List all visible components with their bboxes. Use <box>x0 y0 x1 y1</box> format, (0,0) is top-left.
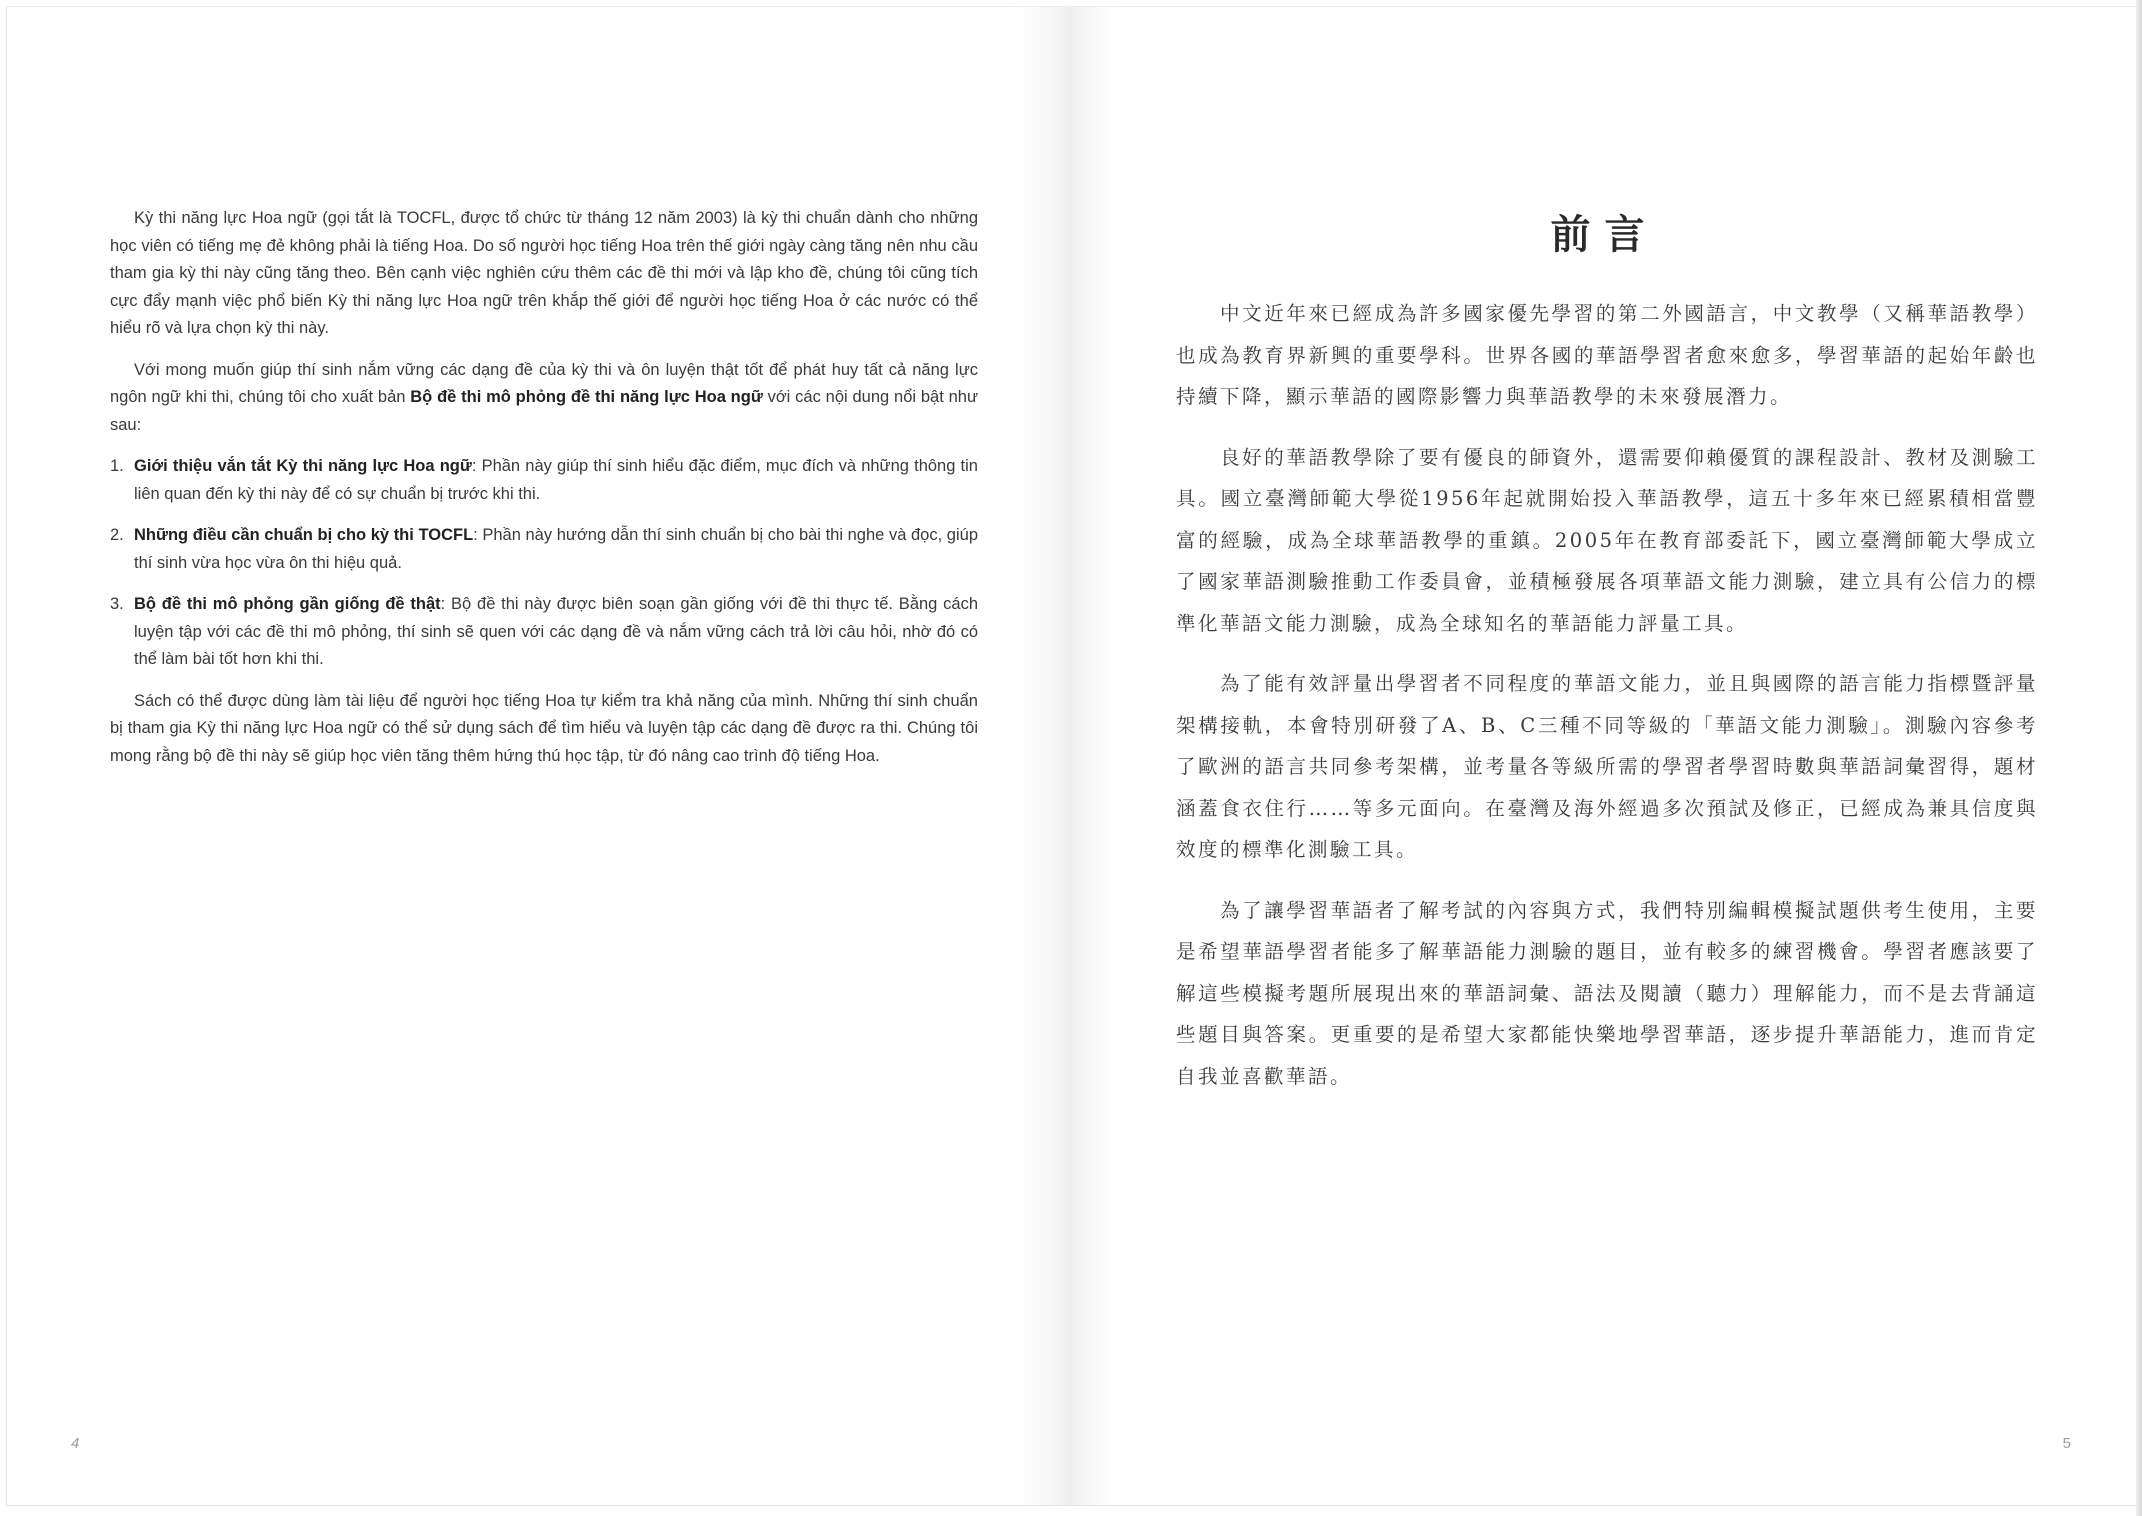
preface-paragraph: 為了能有效評量出學習者不同程度的華語文能力，並且與國際的語言能力指標暨評量架構接軌，本會特別研發了A、B、C三種不同等級的「華語文能力測驗」。測驗內容參考了歐洲的語言共同參考架構，並考量各等級所需的學習者學習時數與華語詞彙習得，題材涵蓋食衣住行……等多元面向。在臺灣及海外經過多次預試及修正，已經成為兼具信度與效度的標準化測驗工具。 <box>1176 672 2038 861</box>
book-edge <box>2136 0 2142 1516</box>
purpose-paragraph <box>110 357 978 440</box>
list-item-text: : Phần này giúp thí sinh hiểu đặc điểm, mục đích và những thông tin liên quan đến kỳ thi này để có sự chuẩn bị trước khi thi. <box>134 457 978 503</box>
gutter-shadow <box>1012 7 1072 1505</box>
purpose-text-after: với các nội dung nổi bật như sau: <box>110 388 978 434</box>
preface-paragraph: 為了讓學習華語者了解考試的內容與方式，我們特別編輯模擬試題供考生使用，主要是希望華語學習者能多了解華語能力測驗的題目，並有較多的練習機會。學習者應該要了解這些模擬考題所展現出來的華語詞彙、語法及閱讀（聽力）理解能力，而不是去背誦這些題目與答案。更重要的是希望大家都能快樂地學習華語，逐步提升華語能力，進而肯定自我並喜歡華語。 <box>1176 898 2038 1088</box>
feature-list <box>110 453 978 674</box>
list-item <box>110 591 978 674</box>
page-number-right: 5 <box>2062 1435 2071 1452</box>
right-page <box>1072 6 2138 1506</box>
list-item-number: 3. <box>110 595 124 613</box>
intro-paragraph: Kỳ thi năng lực Hoa ngữ (gọi tắt là TOCFL, được tổ chức từ tháng 12 năm 2003) là kỳ thi chuẩn dành cho những học viên có tiếng mẹ đẻ không phải là tiếng Hoa. Do số người học tiếng Hoa trên thế giới ngày càng tăng nên nhu cầu tham gia kỳ thi này cũng tăng theo. Bên cạnh việc nghiên cứu thêm các đề thi mới và lập kho đề, chúng tôi cũng tích cực đẩy mạnh việc phổ biến Kỳ thi năng lực Hoa ngữ trên khắp thế giới để người học tiếng Hoa ở các nước có thể hiểu rõ và lựa chọn kỳ thi này. <box>110 209 978 337</box>
preface-title: 前言 <box>1550 211 1659 258</box>
list-item-text: : Bộ đề thi này được biên soạn gần giống với đề thi thực tế. Bằng cách luyện tập với các đề thi mô phỏng, thí sinh sẽ quen với các dạng đề và nắm vững cách trả lời câu hỏi, nhờ đó có thể làm bài tốt hơn khi thi. <box>134 595 978 668</box>
closing-paragraph: Sách có thể được dùng làm tài liệu để người học tiếng Hoa tự kiểm tra khả năng của mình. Những thí sinh chuẩn bị tham gia Kỳ thi năng lực Hoa ngữ có thể sử dụng sách để tìm hiểu và luyện tập các dạng đề được ra thi. Chúng tôi mong rằng bộ đề thi này sẽ giúp học viên tăng thêm hứng thú học tập, từ đó nâng cao trình độ tiếng Hoa. <box>110 691 978 765</box>
list-item-text: : Phần này hướng dẫn thí sinh chuẩn bị cho bài thi nghe và đọc, giúp thí sinh vừa học vừa ôn thi hiệu quả. <box>134 526 978 572</box>
list-item <box>110 522 978 577</box>
list-item-heading: Những điều cần chuẩn bị cho kỳ thi TOCFL <box>134 526 474 544</box>
purpose-text-before: Với mong muốn giúp thí sinh nắm vững các dạng đề của kỳ thi và ôn luyện thật tốt để phát huy tất cả năng lực ngôn ngữ khi thi, chúng tôi cho xuất bản <box>110 360 978 406</box>
chinese-text-block <box>1176 293 2038 1116</box>
list-item-number: 2. <box>110 526 124 544</box>
vietnamese-text-block <box>110 205 978 784</box>
left-page <box>6 6 1072 1506</box>
preface-paragraph: 中文近年來已經成為許多國家優先學習的第二外國語言，中文教學（又稱華語教學）也成為教育界新興的重要學科。世界各國的華語學習者愈來愈多，學習華語的起始年齡也持續下降，顯示華語的國際影響力與華語教學的未來發展潛力。 <box>1176 302 2038 408</box>
list-item-heading: Bộ đề thi mô phỏng gần giống đề thật <box>134 595 441 613</box>
preface-paragraph: 良好的華語教學除了要有優良的師資外，還需要仰賴優質的課程設計、教材及測驗工具。國立臺灣師範大學從1956年起就開始投入華語教學，這五十多年來已經累積相當豐富的經驗，成為全球華語教學的重鎮。2005年在教育部委託下，國立臺灣師範大學成立了國家華語測驗推動工作委員會，並積極發展各項華語文能力測驗，建立具有公信力的標準化華語文能力測驗，成為全球知名的華語能力評量工具。 <box>1176 445 2038 635</box>
list-item-heading: Giới thiệu vắn tắt Kỳ thi năng lực Hoa ngữ <box>134 457 472 475</box>
list-item-number: 1. <box>110 457 124 475</box>
list-item <box>110 453 978 508</box>
book-title-bold: Bộ đề thi mô phỏng đề thi năng lực Hoa ngữ <box>410 388 763 406</box>
page-number-left: 4 <box>71 1435 80 1452</box>
